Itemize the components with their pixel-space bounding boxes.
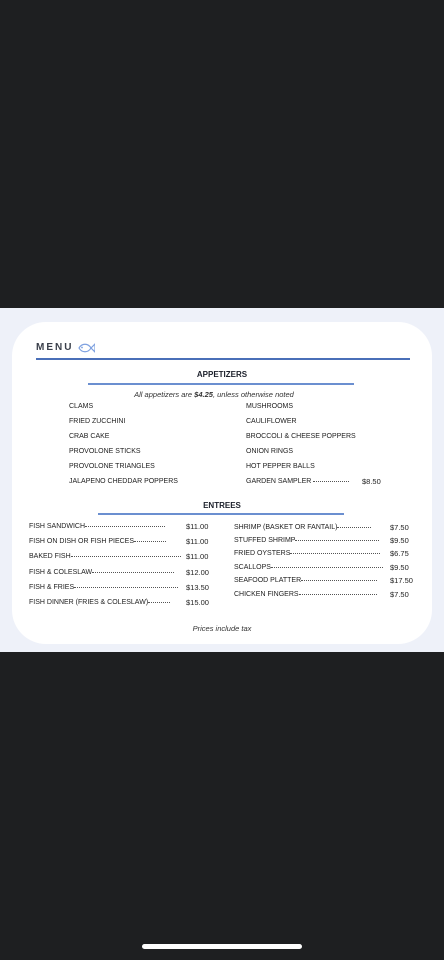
entree-price: $11.00 (186, 522, 209, 531)
entree-price: $13.50 (186, 583, 209, 592)
entree-item: FISH & FRIES (29, 584, 178, 591)
entree-item: BAKED FISH (29, 553, 181, 560)
entree-item: SEAFOOD PLATTER (234, 577, 377, 584)
appetizer-item: GARDEN SAMPLER (246, 478, 349, 485)
entree-price: $11.00 (186, 537, 209, 546)
entree-item: FISH DINNER (FRIES & COLESLAW) (29, 599, 170, 606)
entree-item: SHRIMP (BASKET OR FANTAIL) (234, 524, 371, 531)
appetizer-item: MUSHROOMS (246, 403, 294, 410)
entrees-title: ENTREES (203, 501, 241, 510)
entree-item: STUFFED SHRIMP (234, 537, 379, 544)
appetizer-item: CAULIFLOWER (246, 418, 297, 425)
entree-price: $9.50 (390, 563, 409, 572)
entree-price: $15.00 (186, 598, 209, 607)
appetizer-item: PROVOLONE TRIANGLES (69, 463, 155, 470)
entree-price: $11.00 (186, 552, 209, 561)
menu-title: MENU (36, 342, 74, 353)
entree-item: FRIED OYSTERS (234, 550, 380, 557)
appetizer-item: FRIED ZUCCHINI (69, 418, 126, 425)
appetizer-item: BROCCOLI & CHEESE POPPERS (246, 433, 356, 440)
fish-icon (77, 343, 95, 353)
header-rule (36, 358, 410, 360)
entrees-rule (98, 513, 344, 515)
appetizer-item: ONION RINGS (246, 448, 294, 455)
entree-price: $12.00 (186, 568, 209, 577)
appetizer-item: JALAPENO CHEDDAR POPPERS (69, 478, 178, 485)
appetizer-item: PROVOLONE STICKS (69, 448, 141, 455)
appetizer-item: HOT PEPPER BALLS (246, 463, 315, 470)
entree-price: $17.50 (390, 576, 413, 585)
appetizers-rule (88, 383, 354, 385)
entree-item: FISH & COLESLAW (29, 569, 174, 576)
entree-item: FISH ON DISH OR FISH PIECES (29, 538, 166, 545)
entree-price: $6.75 (390, 549, 409, 558)
appetizer-item: CRAB CAKE (69, 433, 110, 440)
entree-price: $7.50 (390, 523, 409, 532)
appetizer-price: $8.50 (362, 477, 381, 486)
appetizers-title: APPETIZERS (196, 370, 248, 379)
prices-note: Prices include tax (192, 624, 252, 633)
entree-price: $7.50 (390, 590, 409, 599)
menu-header (36, 342, 95, 353)
entree-item: CHICKEN FINGERS (234, 591, 377, 598)
appetizers-note: All appetizers are $4.25, unless otherwise noted (134, 390, 294, 399)
entree-item: SCALLOPS (234, 564, 383, 571)
home-indicator[interactable] (142, 944, 302, 949)
menu-photo (0, 308, 444, 652)
appetizer-item: CLAMS (69, 403, 94, 410)
menu-card (12, 322, 432, 644)
entree-price: $9.50 (390, 536, 409, 545)
entree-item: FISH SANDWICH (29, 523, 165, 530)
